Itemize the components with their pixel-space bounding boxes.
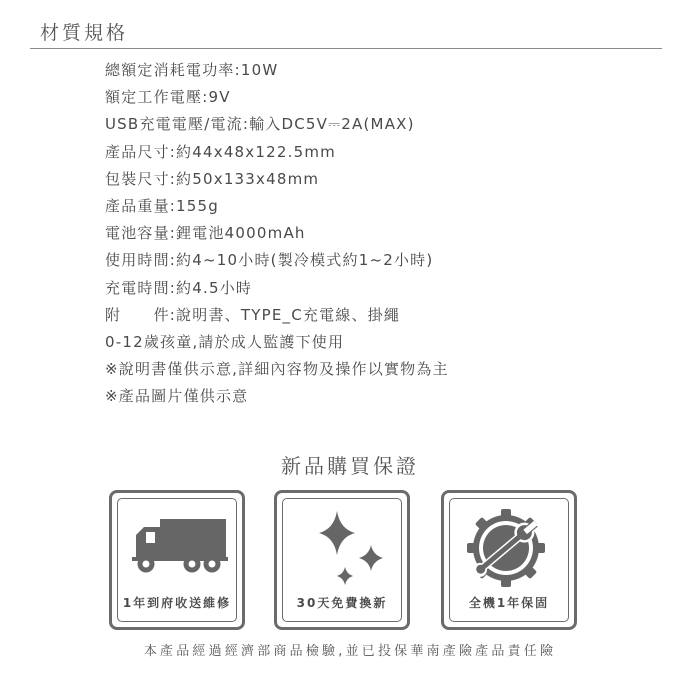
section-title: 材質規格 (40, 22, 129, 44)
spec-line-power: 總額定消耗電功率:10W (105, 61, 279, 79)
spec-line-voltage: 額定工作電壓:9V (105, 88, 231, 107)
spec-line-weight: 產品重量:155g (105, 196, 220, 215)
guarantee-card-repair (109, 490, 245, 630)
spec-line-usb-input: USB充電電壓/電流:輸入DC5V⎓2A(MAX) (105, 115, 415, 134)
spec-line-package-size: 包裝尺寸:約50x133x48mm (105, 169, 320, 188)
card-label-repair: 1年到府收送維修 (122, 596, 232, 610)
title-divider (30, 48, 662, 49)
spec-line-usage-time: 使用時間:約4~10小時(製冷模式約1~2小時) (105, 251, 434, 270)
spec-line-accessories: 附 件:說明書、TYPE_C充電線、掛繩 (105, 305, 401, 324)
spec-line-age-warning: 0-12歲孩童,請於成人監護下使用 (105, 332, 345, 351)
spec-list (105, 57, 449, 410)
guarantee-card-warranty (441, 490, 577, 630)
gear-wrench-icon (454, 501, 564, 591)
sparkle-icon (287, 501, 397, 591)
guarantee-card-exchange (274, 490, 410, 630)
truck-icon (122, 501, 232, 591)
spec-line-manual-note: ※說明書僅供示意,詳細內容物及操作以實物為主 (105, 360, 449, 379)
card-label-warranty: 全機1年保固 (468, 596, 550, 610)
spec-line-charge-time: 充電時間:約4.5小時 (105, 278, 253, 297)
spec-line-battery: 電池容量:鋰電池4000mAh (105, 224, 306, 243)
spec-line-image-note: ※產品圖片僅供示意 (105, 387, 249, 406)
guarantee-title: 新品購買保證 (281, 454, 419, 478)
footer-note: 本產品經過經濟部商品檢驗,並已投保華南產險產品責任險 (143, 644, 557, 659)
card-label-exchange: 30天免費換新 (296, 596, 388, 610)
spec-line-product-size: 產品尺寸:約44x48x122.5mm (105, 142, 336, 161)
